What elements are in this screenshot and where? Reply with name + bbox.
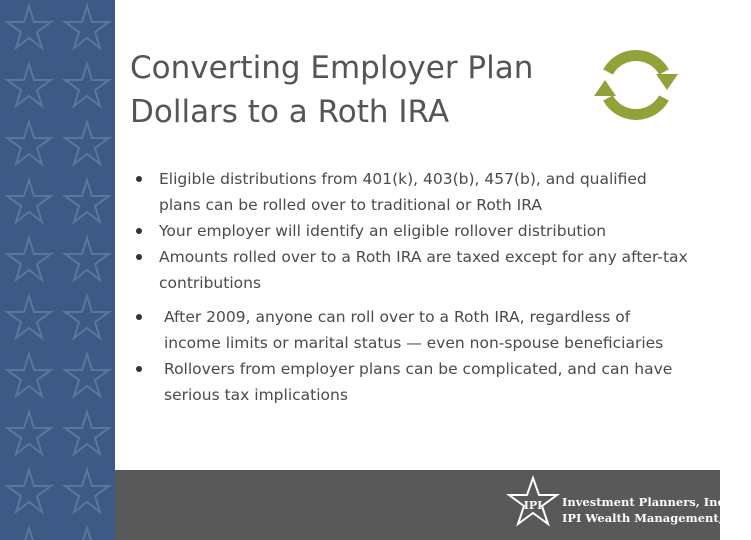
cycle-arrows-icon xyxy=(590,40,682,130)
bullet-dot xyxy=(136,366,142,372)
bullet-dot xyxy=(136,228,142,234)
bullet-dot xyxy=(136,314,142,320)
bullet-item-5: Rollovers from employer plans can be complicated, and can have serious tax implications xyxy=(150,356,690,408)
logo-mark-text: IPI xyxy=(523,499,543,512)
bullet-item-3: Amounts rolled over to a Roth IRA are taxed except for any after-tax contributions xyxy=(150,244,690,296)
slide-title xyxy=(130,46,580,134)
bullet-item-4: After 2009, anyone can roll over to a Roth IRA, regardless of income limits or marital status — even non-spouse beneficiaries xyxy=(150,304,690,356)
bullet-item-1: Eligible distributions from 401(k), 403(b), 457(b), and qualified plans can be rolled over to traditional or Roth IRA xyxy=(150,166,690,218)
bullet-item-2: Your employer will identify an eligible rollover distribution xyxy=(150,218,690,244)
title-line-2: Dollars to a Roth IRA xyxy=(130,94,450,130)
bullet-dot xyxy=(136,176,142,182)
bullet-dot xyxy=(136,254,142,260)
title-line-1: Converting Employer Plan xyxy=(130,50,534,86)
company-line-1: Investment Planners, Inc. xyxy=(562,495,729,509)
company-line-2: IPI Wealth Management, Inc. xyxy=(562,511,751,525)
bullet-list xyxy=(150,166,690,408)
star-pattern xyxy=(0,0,115,540)
side-star-panel xyxy=(0,0,115,540)
ipi-star-logo-icon xyxy=(508,476,558,526)
company-names xyxy=(562,494,751,526)
